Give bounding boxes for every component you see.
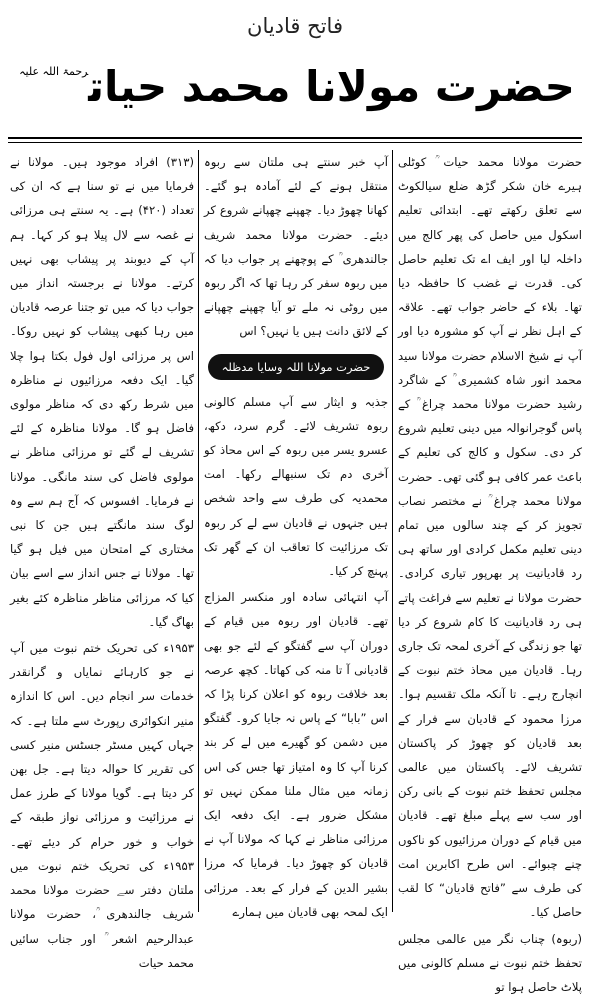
column-divider xyxy=(198,150,199,912)
paragraph: (ربوہ) چناب نگر میں عالمی مجلس تحفظ ختم نبوت نے مسلم کالونی میں پلاٹ حاصل ہوا تو xyxy=(398,927,582,999)
honorific-text: رحمۃ اللہ علیہ xyxy=(19,65,88,78)
paragraph: حضرت مولانا محمد حیات ؒ کوٹلی ہیرے خان شکر گڑھ ضلع سیالکوٹ سے تعلق رکھتے تھے۔ ابتدائی تعلیم اسکول میں حاصل کی پھر کالج میں داخلہ لیا اور ایف اے تک تعلیم حاصل کی۔ قدرت نے غضب کا حافظہ دیا تھا۔ بلاء کے حاضر جواب تھے۔ علاقہ کے اہل نظر نے آپ کو مشورہ دیا اور آپ نے شیخ الاسلام حضرت مولانا سید محمد انور شاہ کشمیری ؒ کے شاگرد رشید حضرت مولانا محمد چراغ ؒ کے پاس گوجرانوالہ میں دینی تعلیم شروع کر دی۔ سکول و کالج کی تعلیم کے باعث عمر کافی ہو گئی تھی۔ حضرت مولانا محمد چراغ ؒ نے مختصر نصاب تجویز کر کے چند سالوں میں تمام دینی تعلیم مکمل کرادی اور ساتھ ہی رد قادیانیت پر بھرپور تیاری کرادی۔ حضرت مولانا نے تعلیم سے فراغت پاتے ہی رد قادیانیت کا کام شروع کر دیا تھا جو زندگی کے آخری لمحہ تک جاری رہا۔ قادیان میں محاذ ختم نبوت کے انچارج رہے۔ تا آنکہ ملک تقسیم ہوا۔ مرزا محمود کے قادیان سے فرار کے بعد قادیان کو چھوڑ کر پاکستان تشریف لائے۔ پاکستان میں عالمی مجلس تحفظ ختم نبوت کے بانی رکن اور سب سے پہلے مبلغ تھے۔ قادیان میں قیام کے دوران مرزائیوں کو ناکوں چنے چبوائے۔ اس طرح اکابرین امت کی طرف سے ”فاتح قادیان“ کا لقب حاصل کیا۔ xyxy=(398,150,582,925)
paragraph: جذبہ و ایثار سے آپ مسلم کالونی ربوہ تشریف لائے۔ گرم سرد، دکھ، عسرو یسر میں ربوہ کے اس محاذ کو آخری دم تک سنبھالے رکھا۔ امت محمدیہ کی طرف سے واحد شخص ہیں جنہوں نے قادیان سے لے کر ربوہ تک مرزائیت کا تعاقب ان کے گھر تک پہنچ کر کیا۔ xyxy=(204,390,388,584)
column-divider xyxy=(392,150,393,912)
header-rule xyxy=(8,137,582,139)
article-headline xyxy=(0,62,590,111)
column-middle xyxy=(204,150,388,912)
series-title: فاتح قادیان xyxy=(0,14,590,38)
paragraph: آپ خبر سنتے ہی ملتان سے ربوہ منتقل ہونے کے لئے آمادہ ہو گئے۔ کھانا چھوڑ دیا۔ چھپنے چھپانے شروع کر دیئے۔ حضرت مولانا محمد شریف جالندھری ؒ کے پوچھنے پر جواب دیا کہ میں ربوہ سفر کر رہا تھا کہ اگر ربوہ میں روٹی نہ ملے تو آیا چھپنے چھپانے کے لائق دانت ہیں یا نہیں؟ اس xyxy=(204,150,388,344)
header-rule-thin xyxy=(8,142,582,143)
author-subheading: حضرت مولانا اللہ وسایا مدظلہ xyxy=(208,354,384,380)
column-left xyxy=(10,150,194,912)
column-right xyxy=(398,150,582,912)
paragraph: ۱۹۵۳ء کی تحریک ختم نبوت میں آپ نے جو کارہائے نمایاں و گرانقدر خدمات سر انجام دیں۔ اس کا اندازہ منیر انکوائری رپورٹ سے ملتا ہے۔ کہ جہاں کہیں مسٹر جسٹس منیر کسی کی تقریر کا حوالہ دیتا ہے۔ جل بھن کر دیتا ہے۔ گویا مولانا کے طرز عمل نے مرزائیت و مرزائی نواز طبقہ کے خواب و خور حرام کر دیئے تھے۔ ۱۹۵۳ء کی تحریک ختم نبوت میں ملتان دفتر سے حضرت مولانا محمد شریف جالندھری ؒ، حضرت مولانا عبدالرحیم اشعر ؒ اور جناب سائیں محمد حیات xyxy=(10,636,194,975)
paragraph: آپ انتہائی سادہ اور منکسر المزاج تھے۔ قادیان اور ربوہ میں قیام کے دوران آپ سے گفتگو کے لئے جو بھی قادیانی آ تا منہ کی کھاتا۔ کچھ عرصہ بعد خلافت ربوہ کو اعلان کرنا پڑا کہ اس ”بابا“ کے پاس نہ جایا کرو۔ گفتگو میں دشمن کو گھیرے میں لے کر بند کرنا آپ کا وہ امتیاز تھا جس کی اس زمانہ میں مثال ملنا ممکن نہیں تو مشکل ضرور ہے۔ ایک دفعہ ایک مرزائی مناظر نے کہا کہ مولانا آپ نے قادیان کو چھوڑ دیا۔ فرمایا کہ مرزا بشیر الدین کے فرار کے بعد۔ مرزائی ایک لمحہ بھی قادیان میں ہمارے xyxy=(204,585,388,924)
headline-text: حضرت مولانا محمد حیات xyxy=(88,62,575,111)
paragraph: (۳۱۳) افراد موجود ہیں۔ مولانا نے فرمایا میں نے تو سنا ہے کہ ان کی تعداد (۴۲۰) ہے۔ یہ سنتے ہی مرزائی نے غصہ سے لال پیلا ہو کر کہا۔ ہم آپ کے دیوبند پر پیشاب بھی نہیں کرتے۔ مولانا نے برجستہ انداز میں جواب دیا کہ میں تو جتنا عرصہ قادیان میں رہا کبھی پیشاب کو نہیں روکا۔ اس پر مرزائی اول فول بکتا ہوا چلا گیا۔ ایک دفعہ مرزائیوں نے مناظرہ میں شرط رکھ دی کہ مناظر مولوی فاضل ہو گا۔ مولانا مناظرہ کے لئے تشریف لے گئے تو مرزائی مناظر نے مولوی فاضل کی سند مانگی۔ مولانا نے فرمایا۔ افسوس کہ آج ہم سے وہ لوگ سند مانگتے ہیں جن کا نبی مختاری کے امتحان میں فیل ہو گیا تھا۔ مولانا نے جس انداز سے اسے بیان کیا کہ مرزائی مناظر مناظرہ کئے بغیر بھاگ گیا۔ xyxy=(10,150,194,634)
